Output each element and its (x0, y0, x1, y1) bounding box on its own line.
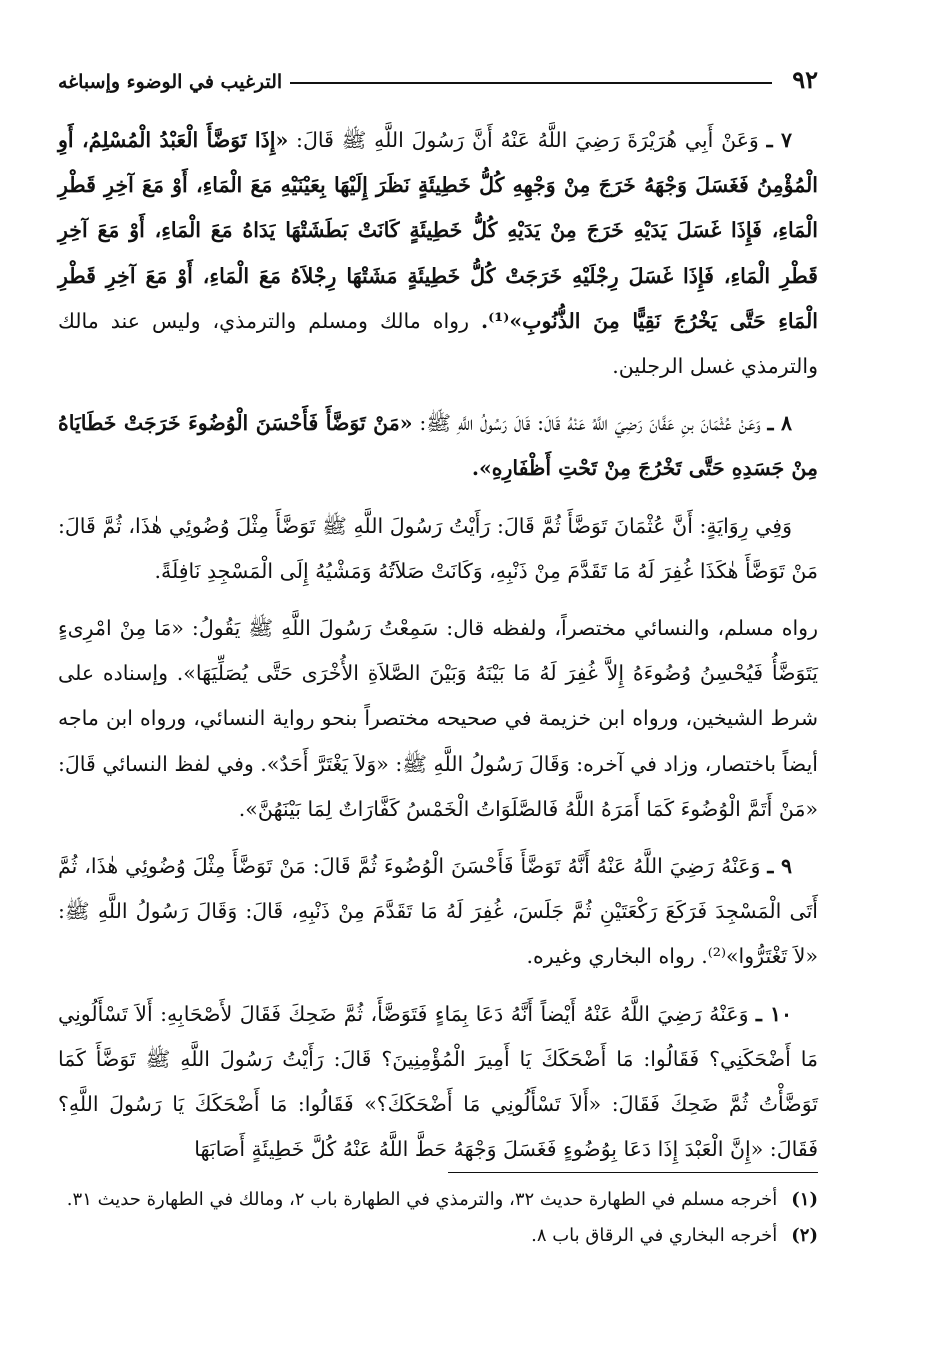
footnote-rule (448, 1172, 818, 1173)
hadith-paragraph-8 (58, 401, 818, 491)
riwaya-source-text: رواه مسلم، والنسائي مختصراً، ولفظه قال: سَمِعْتُ رَسُولَ اللَّهِ ﷺ يَقُولُ: «مَا مِنْ امْرِىءٍ يَتَوَضَّأُ فَيُحْسِنُ وُضُوءَهُ إِلاَّ غُفِرَ لَهُ مَا بَيْنَهُ وَبَيْنَ الصَّلاَةِ الأُخْرَى حَتَّى يُصَلِّيَهَا». وإسناده على شرط الشيخين، ورواه ابن خزيمة في صحيحه مختصراً بنحو رواية النسائي، ورواه ابن ماجه أيضاً باختصار، وزاد في آخره: وَقَالَ رَسُولُ اللَّهِ ﷺ: «وَلاَ يَغْتَرَّ أَحَدٌ». وفي لفظ النسائي قَالَ: «مَنْ أَتَمَّ الْوُضُوءَ كَمَا أَمَرَهُ اللَّهُ فَالصَّلَوَاتُ الْخَمْسُ كَفَّارَاتٌ لِمَا بَيْنَهُنَّ». (58, 616, 818, 821)
hadith-number: ٨ ـ (767, 411, 792, 436)
footnote-text: أخرجه البخاري في الرقاق باب ٨. (531, 1225, 778, 1246)
footnote-2 (58, 1221, 818, 1251)
footnote-number: (١) (791, 1189, 818, 1210)
hadith-paragraph-9 (58, 844, 818, 980)
hadith-intro: وَعَنْ أَبِي هُرَيْرَةَ رَضِيَ اللَّهُ عَنْهُ أَنَّ رَسُولَ اللَّهِ ﷺ قَالَ: (296, 128, 759, 152)
header-rule (290, 82, 772, 84)
riwaya-source-paragraph (58, 606, 818, 832)
hadith-paragraph-7 (58, 118, 818, 389)
footnote-number: (٢) (791, 1225, 818, 1246)
hadith-text: وَعَنْهُ رَضِيَ اللَّهُ عَنْهُ أَيْضاً أَنَّهُ دَعَا بِمَاءٍ فَتَوَضَّأَ، ثُمَّ ضَحِكَ فَقَالَ لأَصْحَابِهِ: أَلاَ تَسْأَلُونِي مَا أَضْحَكَنِي؟ فَقَالُوا: مَا أَضْحَكَكَ يَا أَمِيرَ الْمُؤْمِنِينَ؟ قَالَ: رَأَيْتُ رَسُولَ اللَّهِ ﷺ تَوَضَّأَ كَمَا تَوَضَّأْتُ ثُمَّ ضَحِكَ فَقَالَ: «أَلاَ تَسْأَلُونِي مَا أَضْحَكَكَ؟» فَقَالُوا: مَا أَضْحَكَكَ يَا رَسُولَ اللَّهِ؟ فَقَالَ: «إِنَّ الْعَبْدَ إِذَا دَعَا بِوُضُوءٍ فَغَسَلَ وَجْهَهُ حَطَّ اللَّهُ عَنْهُ كُلَّ خَطِيئَةٍ أَصَابَهَا (58, 1001, 818, 1162)
hadith-paragraph-10 (58, 992, 818, 1173)
footnote-text: أخرجه مسلم في الطهارة حديث ٣٢، والترمذي في الطهارة باب ٢، ومالك في الطهارة حديث ٣١. (66, 1189, 778, 1210)
body-text (58, 118, 818, 1184)
page-number: ٩٢ (792, 65, 818, 94)
hadith-quote: «مَنْ تَوَضَّأَ فَأَحْسَنَ الْوُضُوءَ خَرَجَتْ خَطَايَاهُ مِنْ جَسَدِهِ حَتَّى تَخْرُجَ مِنْ تَحْتِ أَظْفَارِهِ». (58, 411, 818, 481)
hadith-number: ١٠ ـ (755, 1001, 792, 1026)
hadith-source: رواه مالك ومسلم والترمذي، وليس عند مالك والترمذي غسل الرجلين. (58, 308, 818, 379)
running-title: الترغيب في الوضوء وإسباغه (58, 71, 283, 93)
hadith-number: ٩ ـ (767, 854, 792, 879)
hadith-quote: «إِذَا تَوَضَّأَ الْعَبْدُ الْمُسْلِمُ، أَوِ الْمُؤْمِنُ فَغَسَلَ وَجْهَهُ خَرَجَ مِنْ وَجْهِهِ كُلُّ خَطِيئَةٍ نَظَرَ إِلَيْهَا بِعَيْنَيْهِ مَعَ الْمَاءِ، أَوْ مَعَ آخِرِ قَطْرِ الْمَاءِ، فَإِذَا غَسَلَ يَدَيْهِ خَرَجَ مِنْ يَدَيْهِ كُلُّ خَطِيئَةٍ كَانَتْ بَطَشَتْهَا يَدَاهُ مَعَ الْمَاءِ، أَوْ مَعَ آخِرِ قَطْرِ الْمَاءِ، فَإِذَا غَسَلَ رِجْلَيْهِ خَرَجَتْ كُلُّ خَطِيئَةٍ مَشَتْهَا رِجْلاَهُ مَعَ الْمَاءِ، أَوْ مَعَ آخِرِ قَطْرِ الْمَاءِ حَتَّى يَخْرُجَ نَقِيًّا مِنَ الذُّنُوبِ»⁽¹⁾. (58, 128, 818, 333)
hadith-number: ٧ ـ (766, 128, 792, 152)
riwaya-text: وَفِي رِوَايَةٍ: أَنَّ عُثْمَانَ تَوَضَّأَ ثُمَّ قَالَ: رَأَيْتُ رَسُولَ اللَّهِ ﷺ تَوَضَّأَ مِثْلَ وُضُوئِي هٰذَا، ثُمَّ قَالَ: مَنْ تَوَضَّأَ هٰكَذَا غُفِرَ لَهُ مَا تَقَدَّمَ مِنْ ذَنْبِهِ، وَكَانَتْ صَلاَتُهُ وَمَشْيُهُ إِلَى الْمَسْجِدِ نَافِلَةً. (58, 513, 818, 583)
riwaya-paragraph (58, 504, 818, 594)
hadith-intro: وَعَنْ عُثْمَانَ بنِ عَفَّانَ رَضِيَ اللَّهُ عَنْهُ قَالَ: قَالَ رَسُولُ اللَّهِ ﷺ: (419, 411, 761, 436)
footnotes (58, 1172, 818, 1257)
footnote-1 (58, 1185, 818, 1215)
hadith-text: وَعَنْهُ رَضِيَ اللَّهُ عَنْهُ أَنَّهُ تَوَضَّأَ فَأَحْسَنَ الْوُضُوءَ ثُمَّ قَالَ: مَنْ تَوَضَّأَ مِثْلَ وُضُوئِي هٰذَا، ثُمَّ أَتَى الْمَسْجِدَ فَرَكَعَ رَكْعَتَيْنِ ثُمَّ جَلَسَ، غُفِرَ لَهُ مَا تَقَدَّمَ مِنْ ذَنْبِهِ، قَالَ: وَقَالَ رَسُولُ اللَّهِ ﷺ: «لاَ تَغْتَرُّوا»⁽²⁾. رواه البخاري وغيره. (58, 854, 818, 969)
page-header (58, 58, 818, 92)
